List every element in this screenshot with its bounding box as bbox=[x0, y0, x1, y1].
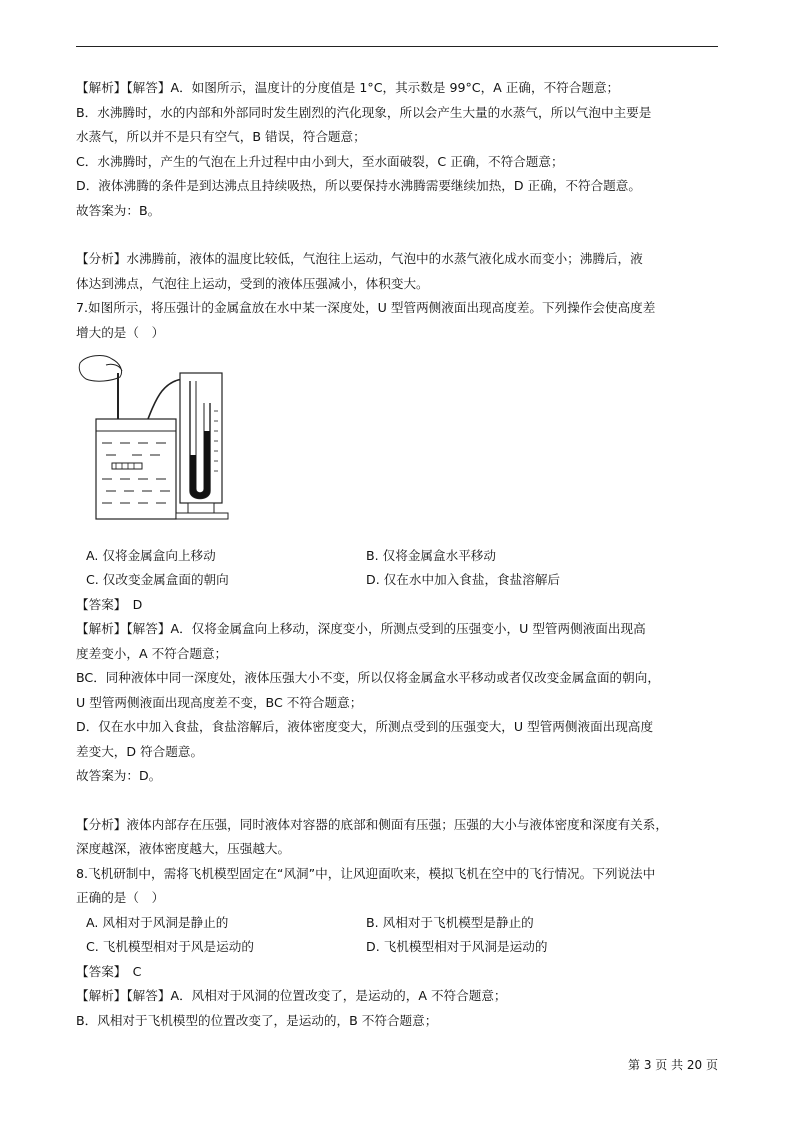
solution-line: 故答案为：D。 bbox=[76, 768, 162, 783]
option-b[interactable]: B. 风相对于飞机模型是静止的 bbox=[366, 914, 534, 930]
option-d[interactable]: D. 仅在水中加入食盐，食盐溶解后 bbox=[366, 572, 561, 587]
solution-line: 差变大，D 符合题意。 bbox=[76, 743, 204, 759]
option-a[interactable]: A. 仅将金属盒向上移动 bbox=[86, 547, 216, 563]
option-b[interactable]: B. 仅将金属盒水平移动 bbox=[366, 547, 496, 563]
option-a[interactable]: A. 风相对于风洞是静止的 bbox=[86, 914, 229, 930]
analysis-line: 深度越深，液体密度越大，压强越大。 bbox=[76, 841, 291, 856]
option-d[interactable]: D. 飞机模型相对于风洞是运动的 bbox=[366, 939, 548, 954]
question-7-cont: 增大的是（ ） bbox=[76, 324, 165, 340]
answer-8: 【答案】 C bbox=[76, 963, 142, 979]
question-8-options bbox=[86, 911, 718, 960]
solution-line: BC．同种液体中同一深度处，液体压强大小不变，所以仅将金属盒水平移动或者仅改变金属盒面的朝向， bbox=[76, 670, 660, 685]
text-line: 水蒸气，所以并不是只有空气，B 错误，符合题意； bbox=[76, 129, 366, 144]
page-content bbox=[76, 76, 718, 1033]
analysis-line: 【分析】水沸腾前，液体的温度比较低，气泡往上运动，气泡中的水蒸气液化成水而变小；沸腾后，液 bbox=[76, 251, 643, 266]
solution-line: 度差变小，A 不符合题意； bbox=[76, 645, 228, 661]
text-line: C．水沸腾时，产生的气泡在上升过程中由小到大，至水面破裂，C 正确，不符合题意； bbox=[76, 153, 564, 169]
solution-line: D．仅在水中加入食盐，食盐溶解后，液体密度变大，所测点受到的压强变大，U 型管两侧液面出现高度 bbox=[76, 719, 654, 734]
question-8-cont: 正确的是（ ） bbox=[76, 890, 165, 905]
solution-line: 【解析】【解答】A．风相对于风洞的位置改变了，是运动的，A 不符合题意； bbox=[76, 988, 507, 1003]
solution-line: B．风相对于飞机模型的位置改变了，是运动的，B 不符合题意； bbox=[76, 1012, 438, 1028]
solution-line: U 型管两侧液面出现高度差不变，BC 不符合题意； bbox=[76, 694, 363, 710]
page-footer: 第 3 页 共 20 页 bbox=[628, 1058, 718, 1072]
answer-7: 【答案】 D bbox=[76, 596, 143, 612]
header-rule bbox=[76, 46, 718, 47]
question-8: 8.飞机研制中，需将飞机模型固定在“风洞”中，让风迎面吹来，模拟飞机在空中的飞行情况。下列说法中 bbox=[76, 865, 656, 881]
text-line: B．水沸腾时，水的内部和外部同时发生剧烈的汽化现象，所以会产生大量的水蒸气，所以气泡中主要是 bbox=[76, 104, 652, 120]
text-line: D．液体沸腾的条件是到达沸点且持续吸热，所以要保持水沸腾需要继续加热，D 正确，不符合题意。 bbox=[76, 178, 641, 193]
question-7-options bbox=[86, 544, 718, 593]
pressure-gauge-figure bbox=[76, 351, 236, 529]
solution-line: 【解析】【解答】A．仅将金属盒向上移动，深度变小，所测点受到的压强变小，U 型管两侧液面出现高 bbox=[76, 621, 646, 636]
text-line: 【解析】【解答】A．如图所示，温度计的分度值是 1°C，其示数是 99°C，A 正确，不符合题意； bbox=[76, 80, 620, 95]
option-c[interactable]: C. 飞机模型相对于风是运动的 bbox=[86, 939, 254, 954]
option-c[interactable]: C. 仅改变金属盒面的朝向 bbox=[86, 572, 229, 587]
analysis-line: 体达到沸点，气泡往上运动，受到的液体压强减小，体积变大。 bbox=[76, 275, 429, 291]
text-line: 故答案为：B。 bbox=[76, 202, 161, 218]
question-7: 7.如图所示，将压强计的金属盒放在水中某一深度处，U 型管两侧液面出现高度差。下列操作会使高度差 bbox=[76, 300, 656, 315]
analysis-line: 【分析】液体内部存在压强，同时液体对容器的底部和侧面有压强；压强的大小与液体密度和深度有关系， bbox=[76, 816, 668, 832]
